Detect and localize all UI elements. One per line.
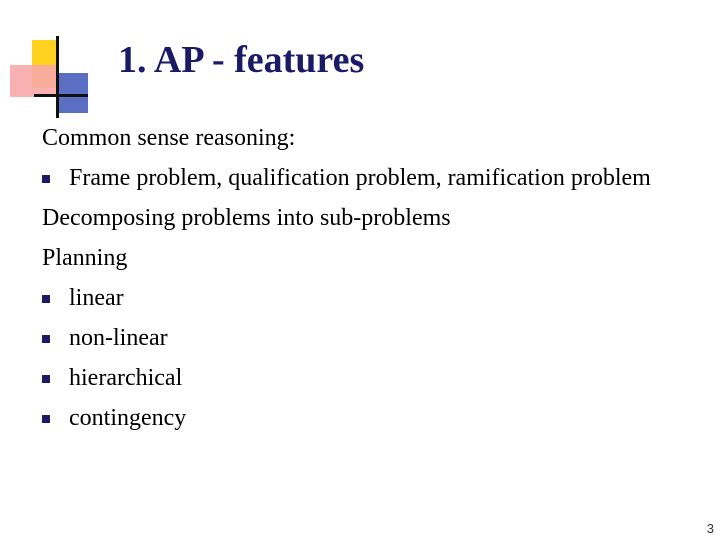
bullet-text: linear	[69, 285, 124, 311]
bullet-item	[42, 278, 692, 318]
square-bullet-icon	[42, 398, 69, 438]
bullet-text: Frame problem, qualification problem, ramification problem	[69, 165, 651, 191]
bullet-text: contingency	[69, 405, 187, 431]
body-line: Common sense reasoning:	[42, 125, 296, 151]
page-number: 3	[706, 521, 714, 536]
square-bullet-icon	[42, 278, 69, 318]
bullet-item	[42, 398, 692, 438]
body-line: Decomposing problems into sub-problems	[42, 205, 451, 231]
logo-blue-square	[56, 73, 88, 113]
bullet-item	[42, 358, 692, 398]
bullet-text: non-linear	[69, 325, 168, 351]
logo-horizontal-line	[34, 94, 88, 97]
body-line: Planning	[42, 245, 128, 271]
square-bullet-icon	[42, 358, 69, 398]
slide-title: 1. AP - features	[118, 39, 365, 81]
slide-body	[42, 118, 692, 438]
square-bullet-icon	[42, 318, 69, 358]
bullet-item	[42, 318, 692, 358]
bullet-item	[42, 158, 692, 198]
bullet-text: hierarchical	[69, 365, 183, 391]
logo-vertical-line	[56, 36, 59, 118]
logo-pink-square	[10, 65, 58, 97]
corner-logo-graphic	[0, 0, 100, 120]
square-bullet-icon	[42, 158, 69, 198]
